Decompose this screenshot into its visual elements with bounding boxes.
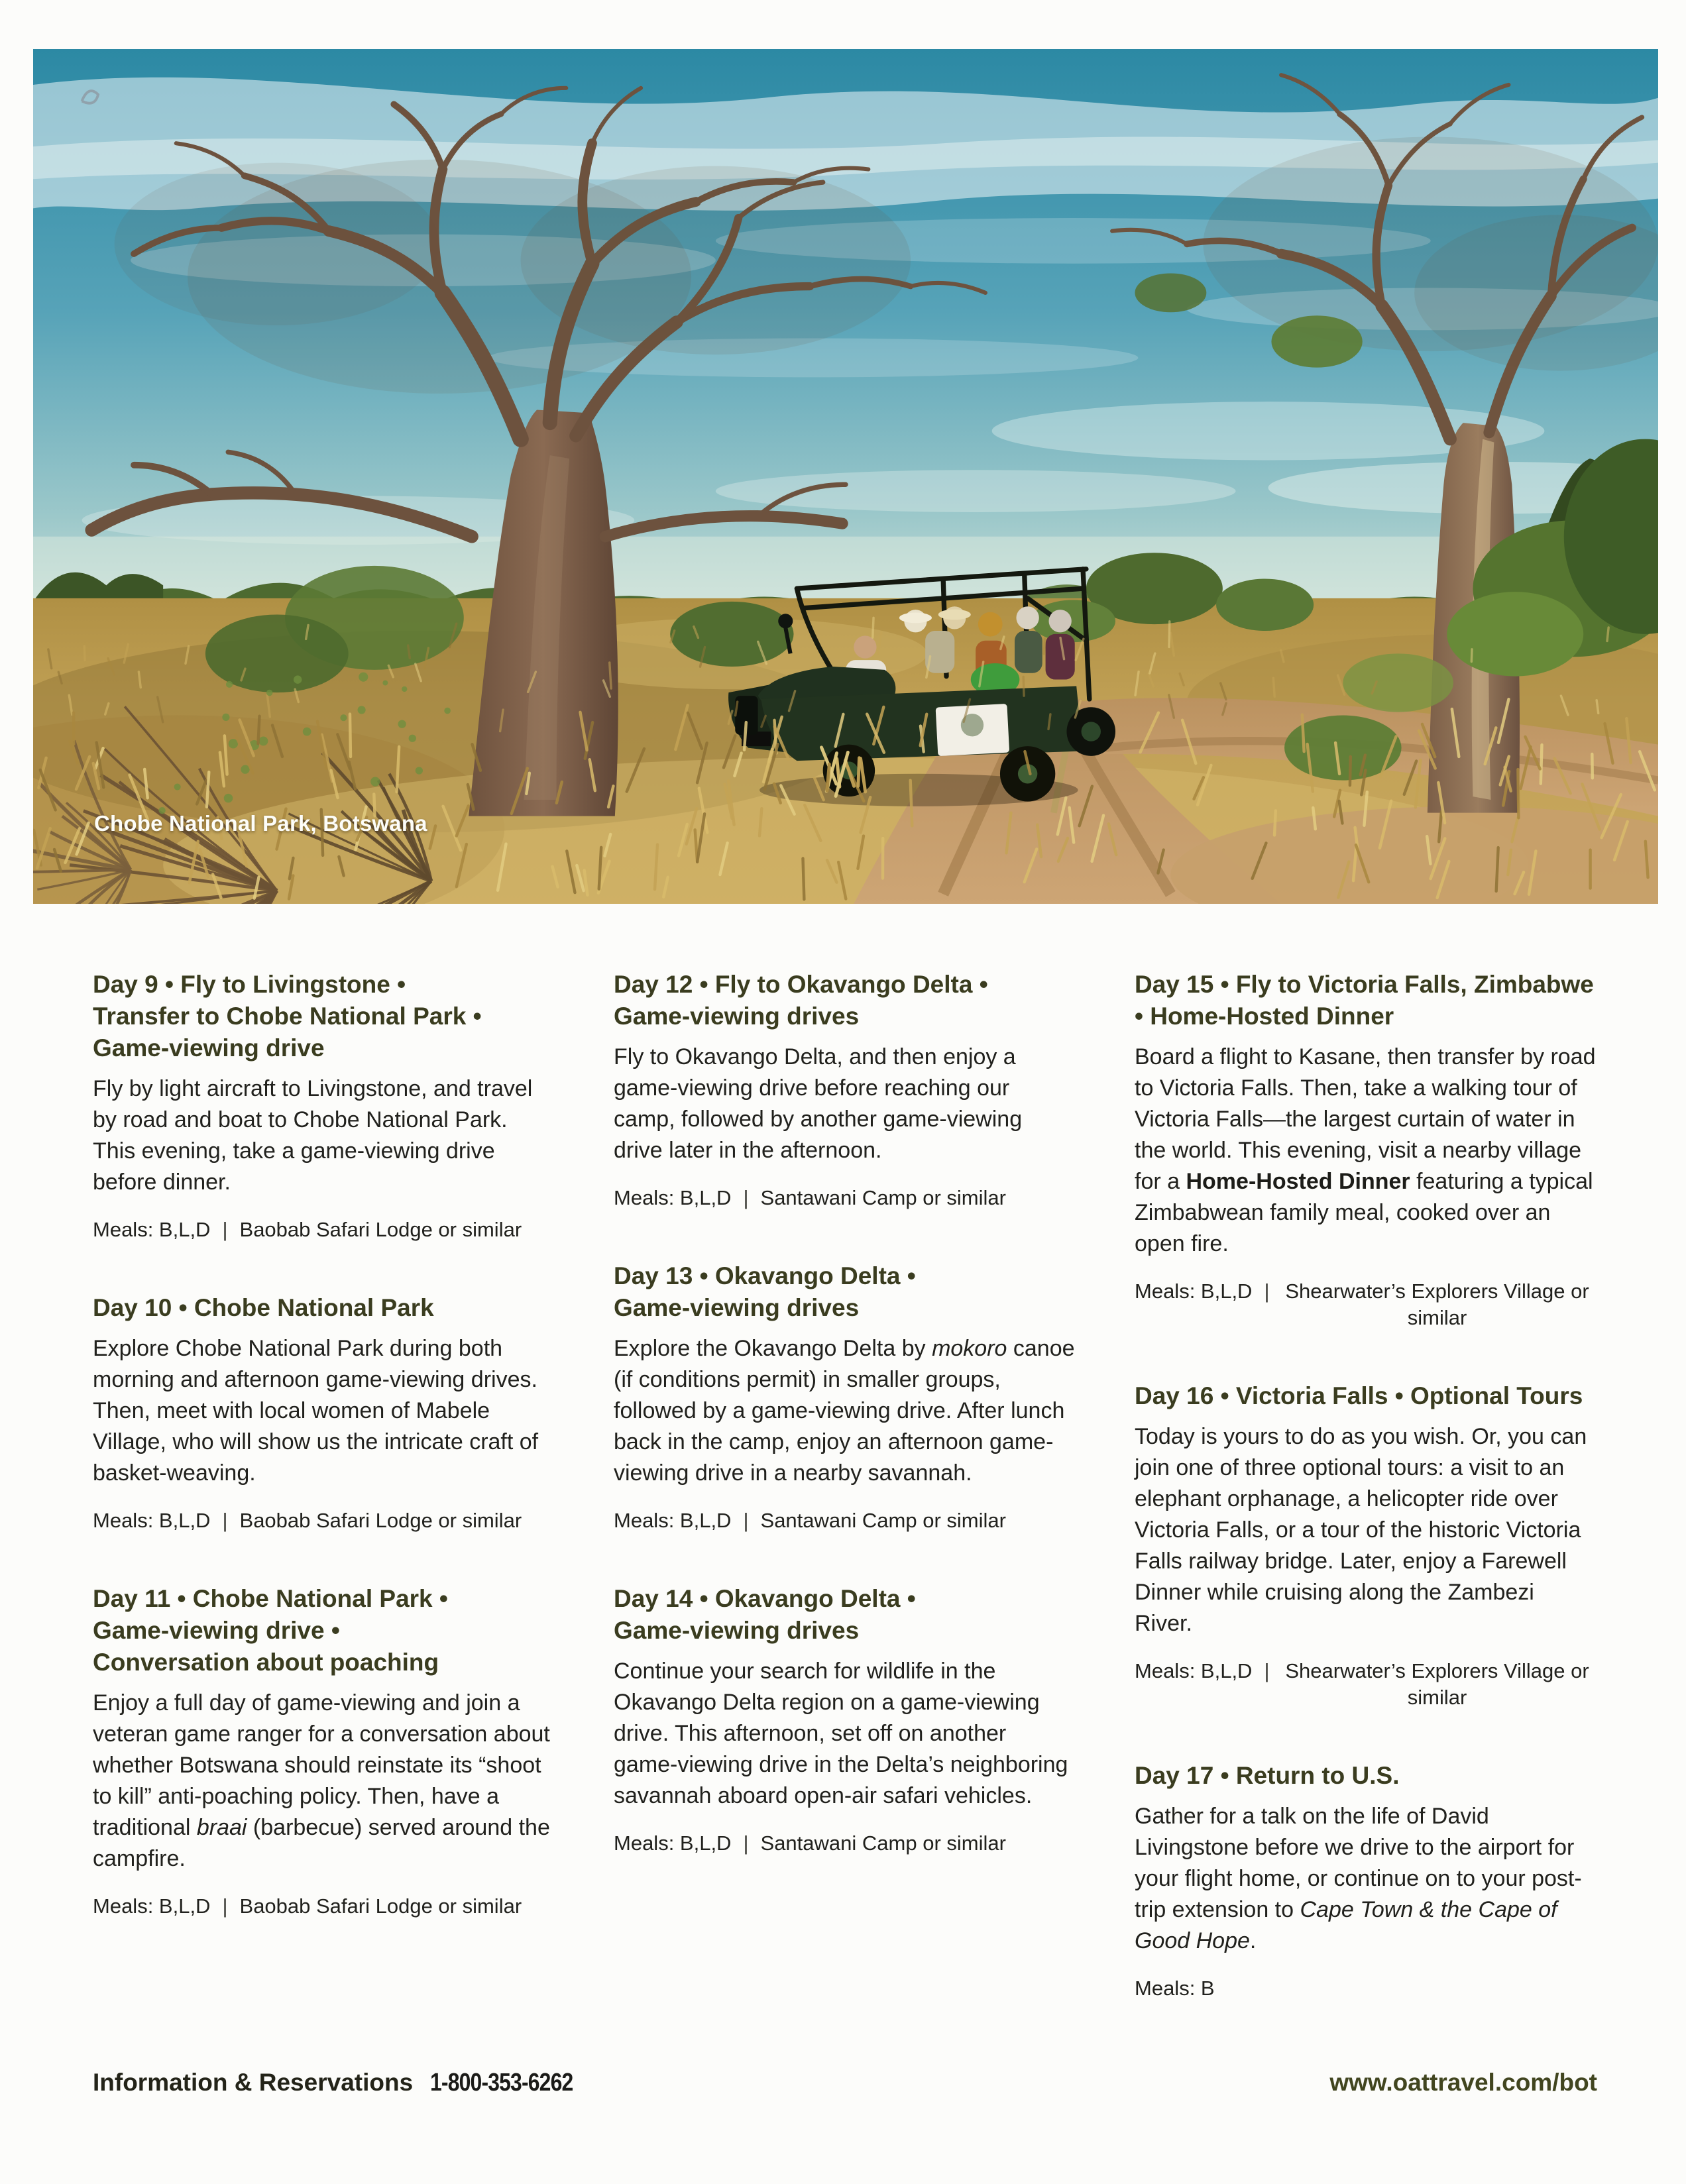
meals-label: Meals: B,L,D [93,1218,211,1241]
meals-label: Meals: B,L,D [1135,1659,1253,1682]
meals-separator: | [743,1831,749,1855]
page-footer [93,2069,1597,2097]
photo-caption: Chobe National Park, Botswana [94,811,427,836]
lodge-name: Santawani Camp or similar [760,1509,1006,1532]
day-description: Fly to Okavango Delta, and then enjoy a game-viewing drive before reaching our camp, followed by another game-viewing drive later in the afternoon. [614,1044,1023,1163]
itinerary-column [1135,969,1597,2051]
meals-line [1135,1658,1597,1711]
day-title: Day 11 • Chobe National Park • Game-viewing drive • Conversation about poaching [93,1585,448,1676]
day-block [614,1583,1076,1857]
itinerary-column [93,969,555,2051]
meals-separator: | [743,1186,749,1209]
meals-line [1135,1278,1597,1331]
phone-number: 1-800-353-6262 [430,2069,573,2097]
day-description: Fly by light aircraft to Livingstone, and travel by road and boat to Chobe National Park. This evening, take a game-viewing drive before dinner. [93,1076,533,1195]
day-description: Board a flight to Kasane, then transfer by road to Victoria Falls. Then, take a walking tour of Victoria Falls—the largest curtain of water in the world. This evening, visit a nearby village for a Home-Hosted Dinner featuring a typical Zimbabwean family meal, cooked over an open fire. [1135,1044,1596,1256]
lodge-name: Baobab Safari Lodge or similar [239,1894,522,1918]
lodge-name: Santawani Camp or similar [760,1186,1006,1209]
meals-line [93,1507,555,1534]
day-block [1135,1380,1597,1711]
lodge-name: Shearwater’s Explorers Village or similar [1285,1659,1589,1709]
meals-label: Meals: B,L,D [614,1186,732,1209]
day-block [1135,1760,1597,2002]
meals-separator: | [222,1218,228,1241]
day-title: Day 14 • Okavango Delta • Game-viewing drives [614,1585,916,1644]
meals-line [93,1893,555,1920]
day-description: Enjoy a full day of game-viewing and join a veteran game ranger for a conversation about whether Botswana should reinstate its “shoot to kill” anti-poaching policy. Then, have a traditional braai (barbecue) served around the campfire. [93,1690,550,1871]
day-title: Day 16 • Victoria Falls • Optional Tours [1135,1382,1583,1409]
day-title: Day 9 • Fly to Livingstone • Transfer to Chobe National Park • Game-viewing drive [93,971,482,1062]
meals-label: Meals: B,L,D [93,1509,211,1532]
lodge-name: Baobab Safari Lodge or similar [239,1509,522,1532]
meals-separator: | [1264,1659,1270,1682]
day-block [1135,969,1597,1331]
safari-photo [33,49,1658,904]
day-description: Continue your search for wildlife in the Okavango Delta region on a game-viewing drive. This afternoon, set off on another game-viewing drive in the Delta’s neighboring savannah aboard open-air safari vehicles. [614,1659,1068,1808]
day-title: Day 13 • Okavango Delta • Game-viewing drives [614,1262,916,1321]
day-title: Day 17 • Return to U.S. [1135,1762,1400,1789]
day-description: Explore the Okavango Delta by mokoro canoe (if conditions permit) in smaller groups, followed by a game-viewing drive. After lunch back in the camp, enjoy an afternoon game-viewing drive in a nearby savannah. [614,1336,1075,1486]
reservations-info [93,2069,600,2097]
meals-label: Meals: B,L,D [614,1831,732,1855]
meals-line [1135,1975,1597,2002]
day-block [93,969,555,1243]
meals-separator: | [743,1509,749,1532]
lodge-name: Baobab Safari Lodge or similar [239,1218,522,1241]
day-title: Day 10 • Chobe National Park [93,1294,434,1321]
meals-label: Meals: B,L,D [1135,1280,1253,1303]
day-block [93,1292,555,1534]
day-block [93,1583,555,1920]
day-block [614,969,1076,1211]
meals-line [614,1830,1076,1857]
meals-separator: | [222,1509,228,1532]
day-title: Day 15 • Fly to Victoria Falls, Zimbabwe • Home-Hosted Dinner [1135,971,1594,1030]
day-title: Day 12 • Fly to Okavango Delta • Game-viewing drives [614,971,988,1030]
meals-line [93,1217,555,1243]
safari-photo-illustration [33,49,1658,904]
day-block [614,1260,1076,1534]
day-description: Today is yours to do as you wish. Or, you can join one of three optional tours: a visit to an elephant orphanage, a helicopter ride over Victoria Falls, or a tour of the historic Victoria Falls railway bridge. Later, enjoy a Farewell Dinner while cruising along the Zambezi River. [1135,1424,1587,1636]
itinerary-section [93,969,1597,2051]
day-description: Explore Chobe National Park during both morning and afternoon game-viewing drives. Then, meet with local women of Mabele Village, who will show us the intricate craft of basket-weaving. [93,1336,539,1486]
info-reservations-label: Information & Reservations [93,2069,414,2096]
lodge-name: Shearwater’s Explorers Village or similar [1285,1280,1589,1329]
lodge-name: Santawani Camp or similar [760,1831,1006,1855]
meals-line [614,1507,1076,1534]
meals-label: Meals: B,L,D [93,1894,211,1918]
meals-line [614,1185,1076,1211]
meals-separator: | [222,1894,228,1918]
itinerary-column [614,969,1076,2051]
meals-label: Meals: B,L,D [614,1509,732,1532]
website-url: www.oattravel.com/bot [1329,2069,1597,2096]
day-description: Gather for a talk on the life of David Livingstone before we drive to the airport for your flight home, or continue on to your post-trip extension to Cape Town & the Cape of Good Hope. [1135,1804,1582,1953]
meals-separator: | [1264,1280,1270,1303]
meals-label: Meals: B [1135,1977,1215,2000]
